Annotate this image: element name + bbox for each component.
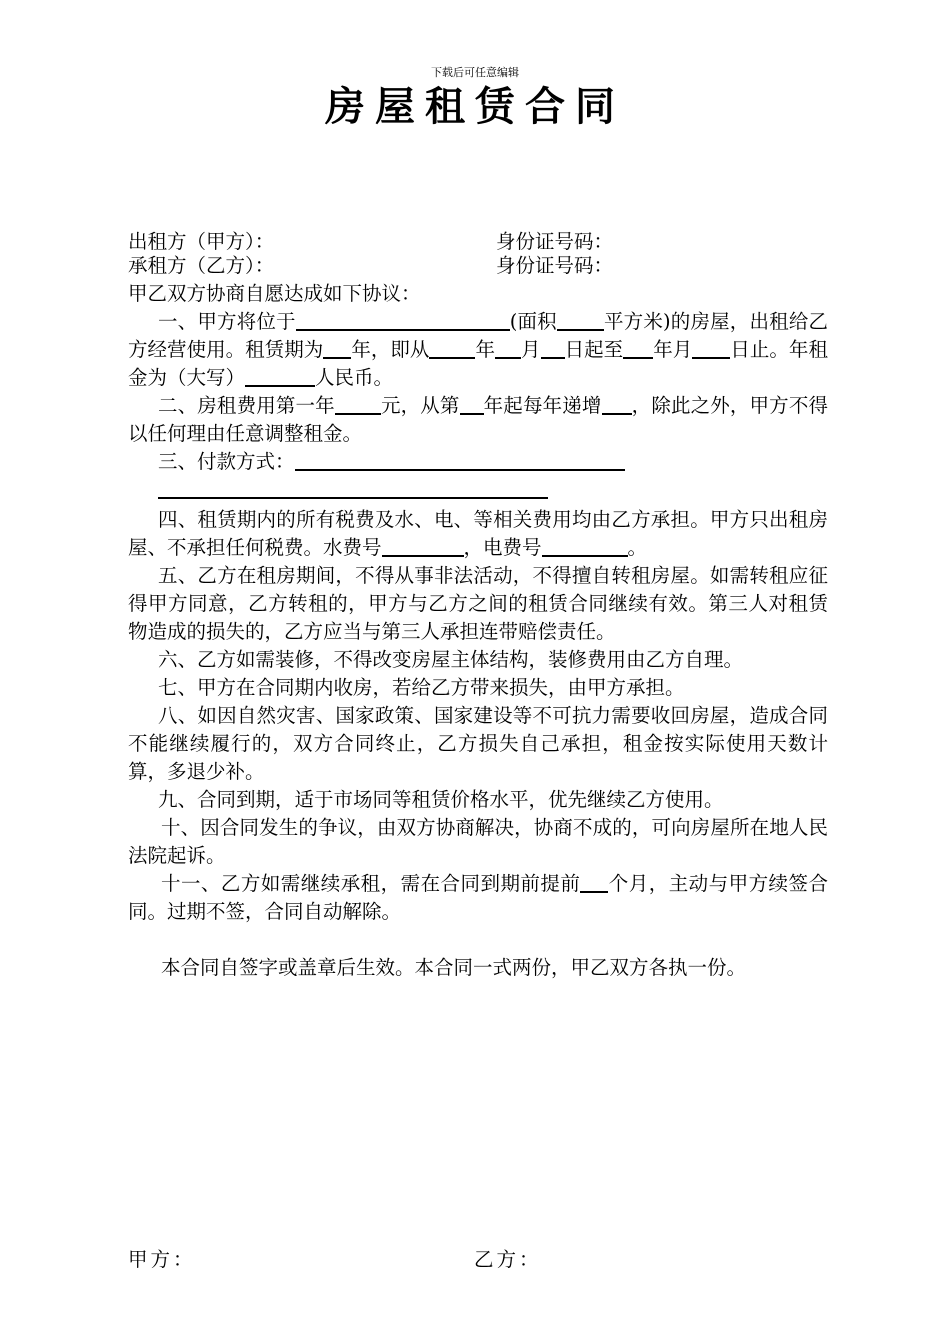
spacer [128,926,828,954]
clause-2-text-b: 元，从第 [380,394,460,417]
party-a-signature-label: 甲方： [128,1248,196,1271]
clause-1 [128,308,828,392]
lessee-label: 承租方（乙方）： [128,254,275,277]
clause-1-text-h: 年月 [653,338,693,361]
clause-8: 八、如因自然灾害、国家政策、国家建设等不可抗力需要收回房屋，造成合同不能继续履行的，双方合同终止，乙方损失自己承担，租金按实际使用天数计算，多退少补。 [128,704,828,783]
intro-paragraph: 甲乙双方协商自愿达成如下协议： [128,282,421,305]
lessee-id-label: 身份证号码： [496,254,614,277]
effective-clause: 本合同自签字或盖章后生效。本合同一式两份，甲乙双方各执一份。 [161,956,747,979]
clause-1-text-g: 日起至 [564,338,624,361]
start-month-blank [495,337,521,359]
clause-3 [128,448,828,476]
clause-2-text-d: ，除此之外，甲方不得以任何理由任意调整租金。 [128,394,828,445]
contract-body [128,230,828,982]
clause-4-text-c: 。 [627,536,648,559]
first-year-fee-blank [335,393,381,415]
clause-5: 五、乙方在租房期间，不得从事非法活动，不得擅自转租房屋。如需转租应征得甲方同意，乙方转租的，甲方与乙方之间的租赁合同继续有效。第三人对租赁物造成的损失的，乙方应当与第三人承担连带赔偿责任。 [128,564,828,643]
clause-11-text-b: 个月，主动与甲方续签合同。过期不签，合同自动解除。 [128,872,828,923]
clause-1-text-j: 人民币。 [315,366,394,389]
area-blank [557,309,604,331]
clause-2-text-a: 二、房租费用第一年 [158,394,335,417]
document-title: 房屋租赁合同 [325,83,625,130]
end-year-blank [623,337,653,359]
lessor-row [128,230,828,254]
clause-4-text-b: ，电费号 [463,536,542,559]
lessee-row [128,254,828,278]
start-year-blank [429,337,475,359]
end-day-blank [692,337,730,359]
clause-2 [128,392,828,448]
parties-block [128,230,828,278]
clause-1-text-e: 年 [475,338,496,361]
start-day-blank [541,337,565,359]
clause-1-text-i: 日止。年租金为（大写） [128,338,828,389]
water-account-blank [382,535,464,557]
clause-1-text-c: 平方米)的房屋，出租给乙方经营使用。租赁期为 [128,310,828,361]
clause-4 [128,506,828,562]
lessor-label: 出租方（甲方）： [128,230,275,253]
clause-7: 七、甲方在合同期内收房，若给乙方带来损失，由甲方承担。 [158,676,685,699]
increase-rate-blank [602,393,632,415]
payment-method-blank-1 [295,449,625,471]
party-b-signature-label: 乙方： [474,1248,542,1271]
payment-method-line-2 [128,476,828,506]
payment-method-blank-2 [158,477,548,499]
increase-start-year-blank [460,393,484,415]
clause-6: 六、乙方如需装修，不得改变房屋主体结构，装修费用由乙方自理。 [158,648,744,671]
clause-10: 十、因合同发生的争议，由双方协商解决，协商不成的，可向房屋所在地人民法院起诉。 [128,816,828,867]
header-note: 下载后可任意编辑 [431,66,519,79]
clause-4-text-a: 四、租赁期内的所有税费及水、电、等相关费用均由乙方承担。甲方只出租房屋、不承担任何税费。水费号 [128,508,828,559]
location-blank [296,309,510,331]
clause-9: 九、合同到期，适于市场同等租赁价格水平，优先继续乙方使用。 [158,788,724,811]
clause-11 [128,870,828,926]
clause-1-text-f: 月 [521,338,541,361]
clause-1-text-d: 年，即从 [351,338,430,361]
lessor-id-label: 身份证号码： [496,230,614,253]
annual-rent-blank [245,365,315,387]
clause-11-text-a: 十一、乙方如需继续承租，需在合同到期前提前 [161,872,581,895]
lease-years-blank [323,337,351,359]
clause-3-text: 三、付款方式： [158,450,295,473]
clause-1-text-b: (面积 [509,310,557,333]
notice-months-blank [580,871,608,893]
electricity-account-blank [542,535,628,557]
clause-1-text-a: 一、甲方将位于 [158,310,296,333]
clause-2-text-c: 年起每年递增 [483,394,602,417]
